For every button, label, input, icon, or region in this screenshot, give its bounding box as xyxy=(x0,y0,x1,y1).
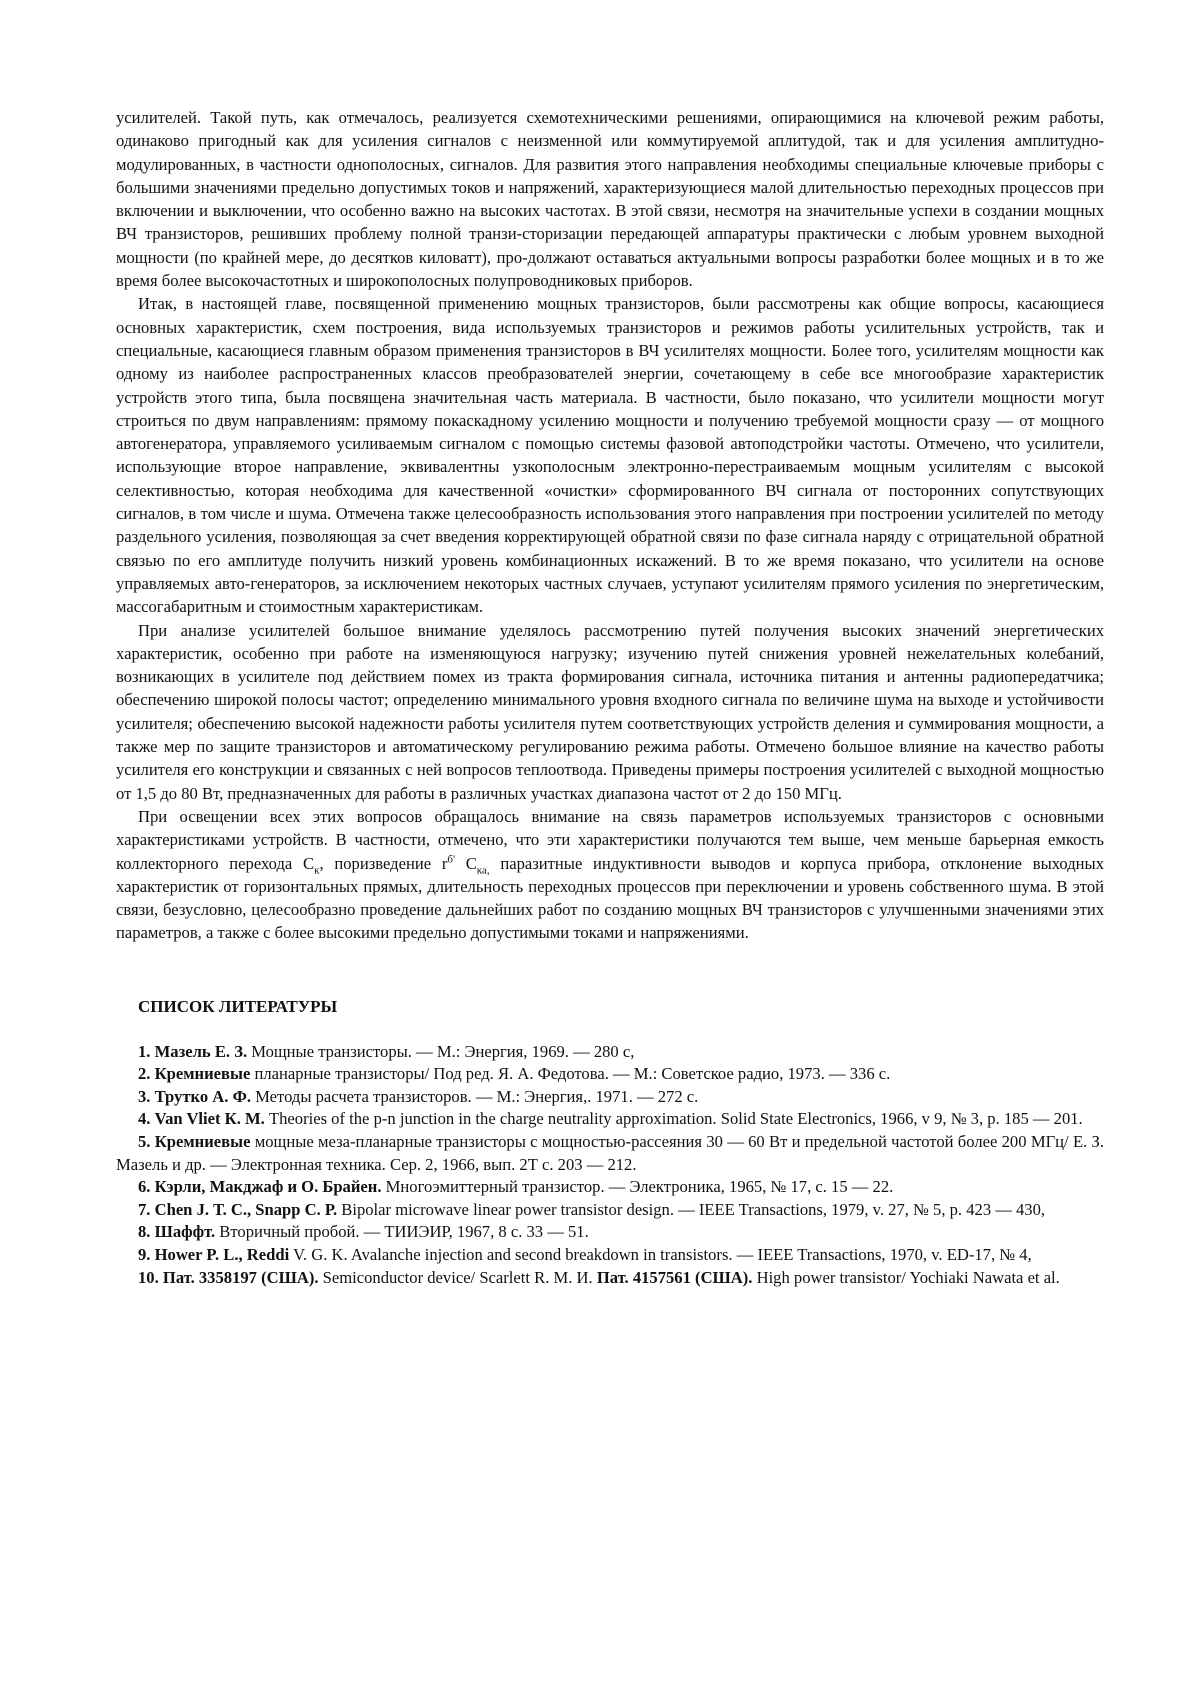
paragraph-4-part2: , поризведение r xyxy=(319,853,448,873)
paragraph-4 xyxy=(116,805,1104,945)
section-gap xyxy=(116,945,1104,995)
reference-authors: Трутко А. Ф. xyxy=(154,1086,251,1106)
reference-item xyxy=(116,1199,1104,1222)
reference-number: 5. xyxy=(138,1132,151,1152)
reference-number: 1. xyxy=(138,1041,151,1061)
reference-authors: Hower P. L., Reddi xyxy=(154,1245,290,1265)
paragraph-2: Итак, в настоящей главе, посвященной применению мощных транзисторов, были рассмотрены как общие вопросы, касающиеся основных характеристик, схем построения, вида используемых транзисторов и режимов работы усилительных устройств, так и специальные, касающиеся главным образом применения транзисторов в ВЧ усилителях мощности. Более того, усилителям мощности как одному из наиболее распространенных классов преобразователей энергии, сочетающему в себе все многообразие характеристик устройств этого типа, была посвящена значительная часть материала. В частности, было показано, что усилители мощности могут строиться по двум направлениям: прямому покаскадному усилению мощности и получению требуемой мощности сразу — от мощного автогенератора, управляемого усиливаемым сигналом с помощью системы фазовой автоподстройки частоты. Отмечено, что усилители, использующие второе направление, эквивалентны узкополосным электронно-перестраиваемым мощным усилителям с высокой селективностью, которая необходима для качественной «очистки» сформированного ВЧ сигнала от посторонних сопутствующих сигналов, в том числе и шума. Отмечена также целесообразность использования этого направления при построении усилителей по методу раздельного усиления, позволяющая за счет введения корректирующей обратной связи по фазе сигнала наряду с отрицательной обратной связью по его амплитуде получить низкий уровень комбинационных искажений. В то же время показано, что усилители на основе управляемых авто-генераторов, за исключением некоторых частных случаев, уступают усилителям прямого усиления по энергетическим, массогабаритным и стоимостным характеристикам. xyxy=(116,294,1104,617)
reference-authors: Кремниевые xyxy=(154,1132,251,1152)
reference-item xyxy=(116,1108,1104,1131)
document-page xyxy=(116,106,1104,1289)
reference-item xyxy=(116,1267,1104,1290)
reference-text: Мощные транзисторы. — М.: Энергия, 1969. — 280 с, xyxy=(247,1041,635,1061)
reference-text: Semiconductor device/ Scarlett R. M. И. xyxy=(318,1267,597,1287)
reference-number: 9. xyxy=(138,1245,151,1265)
reference-text: Theories of the p-n junction in the charge neutrality approximation. Solid State Electronics, 1966, v 9, № 3, p. 185 — 201. xyxy=(264,1109,1083,1129)
reference-authors: Кэрли, Макджаф и О. Брайен. xyxy=(154,1177,382,1197)
paragraph-4-part4: паразитные индуктивности выводов и корпуса прибора, отклонение выходных характеристик от горизонтальных прямых, длительность переходных процессов при переключении и уровень собственного шума. В этой связи, безусловно, целесообразно проведение дальнейших работ по созданию мощных ВЧ транзисторов с улучшенными значениями этих параметров, а также с более высокими предельно допустимыми токами и напряжениями. xyxy=(116,853,1104,943)
reference-text: планарные транзисторы/ Под ред. Я. А. Федотова. — М.: Советское радио, 1973. — 336 с. xyxy=(250,1064,891,1084)
reference-item xyxy=(116,1176,1104,1199)
reference-item xyxy=(116,1041,1104,1064)
reference-item xyxy=(116,1221,1104,1244)
reference-authors: Мазель Е. З. xyxy=(154,1041,248,1061)
reference-item xyxy=(116,1131,1104,1176)
reference-text: Вторичный пробой. — ТИИЭИР, 1967, 8 с. 33 — 51. xyxy=(215,1222,589,1242)
reference-item xyxy=(116,1063,1104,1086)
reference-text: Методы расчета транзисторов. — М.: Энергия,. 1971. — 272 с. xyxy=(250,1086,699,1106)
reference-number: 8. xyxy=(138,1222,151,1242)
reference-item xyxy=(116,1244,1104,1267)
paragraph-4-part3: С xyxy=(454,853,477,873)
reference-number: 10. xyxy=(138,1267,159,1287)
references-title: СПИСОК ЛИТЕРАТУРЫ xyxy=(138,996,338,1016)
reference-authors: Пат. 3358197 (США). xyxy=(162,1267,319,1287)
reference-text: Bipolar microwave linear power transistor design. — IEEE Transactions, 1979, v. 27, № 5, p. 423 — 430, xyxy=(337,1199,1046,1219)
reference-authors-2: Пат. 4157561 (США). xyxy=(596,1267,753,1287)
reference-item xyxy=(116,1086,1104,1109)
reference-authors: Van Vliet К. М. xyxy=(154,1109,265,1129)
paragraph-1: усилителей. Такой путь, как отмечалось, реализуется схемотехническими решениями, опирающимися на ключевой режим работы, одинаково пригодный как для усиления сигналов с неизменной или коммутируемой аплитудой, так и для усиления амплитудно-модулированных, в частности однополосных, сигналов. Для развития этого направления необходимы специальные ключевые приборы с большими значениями предельно допустимых токов и напряжений, характеризующиеся малой длительностью переходных процессов при включении и выключении, что особенно важно на высоких частотах. В этой связи, несмотря на значительные успехи в создании мощных ВЧ транзисторов, решивших проблему полной транзи-сторизации передающей аппаратуры практически с любым уровнем выходной мощности (по крайней мере, до десятков киловатт), про-должают оставаться актуальными вопросы разработки более мощных и в то же время более высокочастотных и широкополосных полупроводниковых приборов. xyxy=(116,108,1104,291)
reference-number: 3. xyxy=(138,1086,151,1106)
paragraph-4-part1: При освещении всех этих вопросов обращалось внимание на связь параметров используемых транзисторов с основными характеристиками устройств. В частности, отмечено, что эти характеристики получаются тем выше, чем меньше барьерная емкость коллекторного перехода С xyxy=(116,806,1104,873)
superscript-b: б' xyxy=(447,852,455,865)
reference-text: Многоэмиттерный транзистор. — Электроника, 1965, № 17, с. 15 — 22. xyxy=(381,1177,894,1197)
paragraph-3: При анализе усилителей большое внимание уделялось рассмотрению путей получения высоких значений энергетических характеристик, особенно при работе на изменяющуюся нагрузку; изучению путей снижения уровней нежелательных колебаний, возникающих в усилителе под действием помех из тракта формирования сигнала, источника питания и антенны радиопередатчика; обеспечению широкой полосы частот; определению минимального уровня входного сигнала по величине шума на выходе и устойчивости усилителя; обеспечению высокой надежности работы усилителя путем соответствующих устройств деления и суммирования мощности, а также мер по защите транзисторов и автоматическому регулированию режима работы. Отмечено большое влияние на качество работы усилителя его конструкции и связанных с ней вопросов теплоотвода. Приведены примеры построения усилителей с выходной мощностью от 1,5 до 80 Вт, предназначенных для работы в различных участках диапазона частот от 2 до 150 МГц. xyxy=(116,620,1104,803)
references-list xyxy=(116,1041,1104,1290)
reference-text: V. G. K. Avalanche injection and second breakdown in transistors. — IEEE Transactions, 1970, v. ED-17, № 4, xyxy=(289,1245,1032,1265)
reference-authors: Chen J. Т. С., Snapp С. Р. xyxy=(154,1199,338,1219)
reference-number: 6. xyxy=(138,1177,151,1197)
reference-text: мощные меза-планарные транзисторы с мощностью-рассеяния 30 — 60 Вт и предельной частотой более 200 МГц/ Е. З. Мазель и др. — Электронная техника. Сер. 2, 1966, вып. 2Т с. 203 — 212. xyxy=(116,1132,1104,1174)
reference-text-2: High power transistor/ Yochiaki Nawata et al. xyxy=(752,1267,1060,1287)
reference-authors: Шаффт. xyxy=(154,1222,216,1242)
reference-number: 7. xyxy=(138,1199,151,1219)
reference-number: 4. xyxy=(138,1109,151,1129)
subscript-k: к xyxy=(314,863,320,876)
reference-authors: Кремниевые xyxy=(154,1064,251,1084)
subscript-ka: ка, xyxy=(476,863,490,876)
reference-number: 2. xyxy=(138,1064,151,1084)
